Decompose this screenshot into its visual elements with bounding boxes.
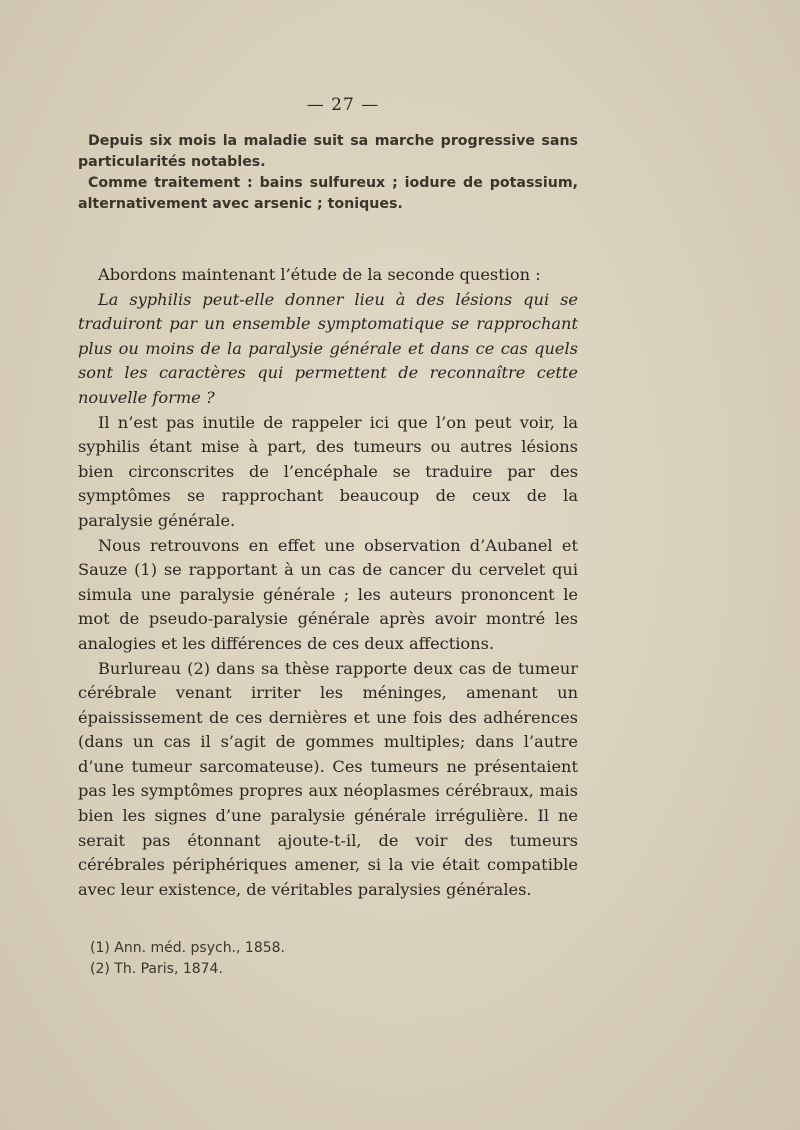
case-note-treatment: Comme traitement : bains sulfureux ; iodure de potassium, alternativement avec arsenic ; toniques.	[78, 175, 578, 212]
paragraph-intro: Abordons maintenant l’étude de la seconde question :	[98, 265, 541, 284]
case-notes	[78, 131, 578, 215]
page-number: — 27 —	[306, 95, 380, 115]
footnote-1: (1) Ann. méd. psych., 1858.	[90, 940, 286, 957]
paragraph-tumors: Il n’est pas inutile de rappeler ici que l’on peut voir, la syphilis étant mise à part, des tumeurs ou autres lésions bien circonscrites de l’encéphale se traduire par des symptômes se rapprochant beaucoup de ceux de la paralysie générale.	[78, 412, 578, 530]
paragraph-question: La syphilis peut-elle donner lieu à des lésions qui se traduiront par un ensemble symptomatique se rapprochant plus ou moins de la paralysie générale et dans ce cas quels sont les caractères qui permettent de reconnaître cette nouvelle forme ?	[78, 289, 578, 407]
body-text	[78, 263, 578, 902]
document-page	[78, 95, 578, 980]
footnote-2: (2) Th. Paris, 1874.	[90, 961, 223, 978]
paragraph-burlureau: Burlureau (2) dans sa thèse rapporte deux cas de tumeur cérébrale venant irriter les méninges, amenant un épaississement de ces dernières et une fois des adhérences (dans un cas il s’agit de gommes multiples; dans l’autre d’une tumeur sarcomateuse). Ces tumeurs ne présentaient pas les symptômes propres aux néoplasmes cérébraux, mais bien les signes d’une paralysie générale irrégulière. Il ne serait pas étonnant ajoute-t-il, de voir des tumeurs cérébrales périphériques amener, si la vie était compatible avec leur existence, de véritables paralysies générales.	[78, 658, 578, 899]
footnotes	[78, 938, 578, 980]
paragraph-aubanel: Nous retrouvons en effet une observation d’Aubanel et Sauze (1) se rapportant à un cas de cancer du cervelet qui simula une paralysie générale ; les auteurs prononcent le mot de pseudo-paralysie générale après avoir montré les analogies et les différences de ces deux affections.	[78, 535, 578, 653]
case-note-progress: Depuis six mois la maladie suit sa marche progressive sans particularités notables.	[78, 133, 578, 170]
